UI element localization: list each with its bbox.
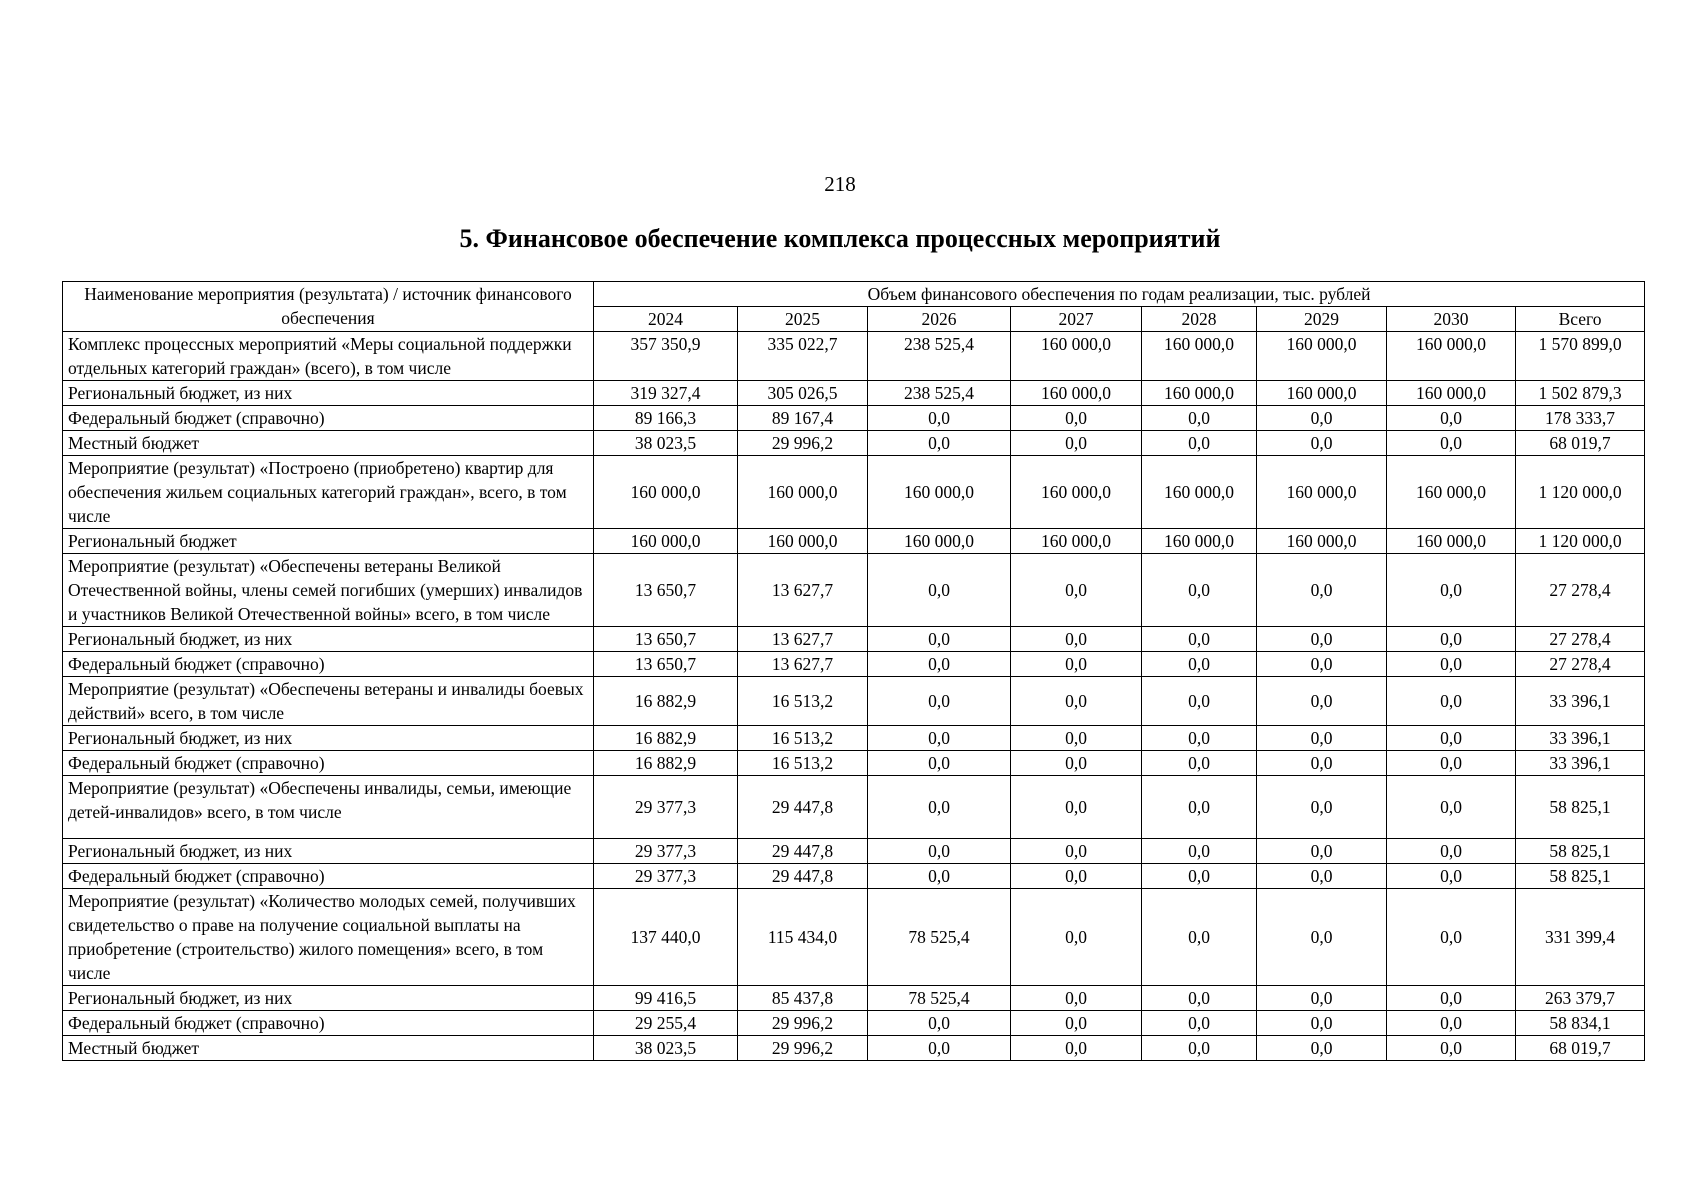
value-cell: 0,0 [1142,776,1257,839]
table-row [63,529,1645,554]
table-row [63,776,1645,839]
value-cell: 178 333,7 [1516,406,1645,431]
value-cell: 0,0 [868,864,1011,889]
value-cell: 13 627,7 [738,554,868,627]
value-cell: 160 000,0 [1387,332,1516,381]
value-cell: 0,0 [1011,627,1142,652]
value-cell: 27 278,4 [1516,652,1645,677]
table-row [63,1036,1645,1061]
value-cell: 0,0 [1142,406,1257,431]
value-cell: 0,0 [1142,1036,1257,1061]
value-cell: 160 000,0 [594,456,738,529]
table-row [63,839,1645,864]
value-cell: 137 440,0 [594,889,738,986]
value-cell: 305 026,5 [738,381,868,406]
value-cell: 0,0 [1387,1036,1516,1061]
value-cell: 29 996,2 [738,1036,868,1061]
value-cell: 13 627,7 [738,627,868,652]
value-cell: 115 434,0 [738,889,868,986]
value-cell: 29 447,8 [738,864,868,889]
value-cell: 0,0 [1011,864,1142,889]
document-title: 5. Финансовое обеспечение комплекса процессных мероприятий [459,224,1221,253]
value-cell: 0,0 [1011,652,1142,677]
table-row [63,332,1645,381]
row-name-cell: Региональный бюджет, из них [63,986,594,1011]
value-cell: 78 525,4 [868,889,1011,986]
value-cell: 0,0 [1011,677,1142,726]
value-cell: 160 000,0 [1257,529,1387,554]
row-name-cell: Мероприятие (результат) «Количество молодых семей, получивших свидетельство о праве на получение социальной выплаты на приобретение (строительство) жилого помещения» всего, в том числе [63,889,594,986]
value-cell: 0,0 [1142,431,1257,456]
value-cell: 0,0 [1011,1011,1142,1036]
table-row [63,554,1645,627]
header-year-cell: 2025 [738,307,868,332]
value-cell: 68 019,7 [1516,431,1645,456]
value-cell: 0,0 [1257,986,1387,1011]
value-cell: 33 396,1 [1516,677,1645,726]
value-cell: 0,0 [1011,554,1142,627]
value-cell: 0,0 [1387,751,1516,776]
value-cell: 0,0 [1387,1011,1516,1036]
value-cell: 58 825,1 [1516,864,1645,889]
value-cell: 16 513,2 [738,677,868,726]
value-cell: 38 023,5 [594,431,738,456]
value-cell: 335 022,7 [738,332,868,381]
value-cell: 0,0 [1142,751,1257,776]
value-cell: 160 000,0 [1011,332,1142,381]
value-cell: 160 000,0 [1387,381,1516,406]
value-cell: 13 650,7 [594,627,738,652]
table-row [63,406,1645,431]
value-cell: 0,0 [868,839,1011,864]
value-cell: 0,0 [1387,406,1516,431]
row-name-cell: Федеральный бюджет (справочно) [63,1011,594,1036]
value-cell: 27 278,4 [1516,554,1645,627]
value-cell: 0,0 [868,554,1011,627]
value-cell: 99 416,5 [594,986,738,1011]
value-cell: 0,0 [1011,751,1142,776]
value-cell: 13 627,7 [738,652,868,677]
value-cell: 29 996,2 [738,431,868,456]
value-cell: 89 167,4 [738,406,868,431]
value-cell: 78 525,4 [868,986,1011,1011]
value-cell: 0,0 [1387,431,1516,456]
value-cell: 58 825,1 [1516,776,1645,839]
value-cell: 0,0 [1142,986,1257,1011]
value-cell: 1 570 899,0 [1516,332,1645,381]
value-cell: 16 882,9 [594,726,738,751]
table-header [63,282,1645,332]
value-cell: 0,0 [1011,1036,1142,1061]
row-name-cell: Региональный бюджет, из них [63,726,594,751]
value-cell: 0,0 [1257,406,1387,431]
value-cell: 58 834,1 [1516,1011,1645,1036]
value-cell: 0,0 [868,431,1011,456]
value-cell: 0,0 [1257,431,1387,456]
value-cell: 160 000,0 [868,529,1011,554]
value-cell: 160 000,0 [1142,332,1257,381]
value-cell: 0,0 [1011,726,1142,751]
value-cell: 331 399,4 [1516,889,1645,986]
value-cell: 29 377,3 [594,864,738,889]
table-row [63,627,1645,652]
value-cell: 160 000,0 [738,529,868,554]
value-cell: 160 000,0 [1387,529,1516,554]
value-cell: 0,0 [1257,1011,1387,1036]
value-cell: 0,0 [1257,839,1387,864]
value-cell: 0,0 [1387,986,1516,1011]
value-cell: 16 513,2 [738,751,868,776]
value-cell: 0,0 [1387,776,1516,839]
value-cell: 0,0 [1257,751,1387,776]
value-cell: 0,0 [1257,677,1387,726]
value-cell: 0,0 [1387,627,1516,652]
table-row [63,864,1645,889]
row-name-cell: Региональный бюджет, из них [63,381,594,406]
header-year-cell: 2024 [594,307,738,332]
value-cell: 0,0 [1257,554,1387,627]
row-name-cell: Мероприятие (результат) «Построено (приобретено) квартир для обеспечения жильем социальных категорий граждан», всего, в том числе [63,456,594,529]
value-cell: 0,0 [1142,864,1257,889]
value-cell: 29 377,3 [594,839,738,864]
value-cell: 238 525,4 [868,332,1011,381]
value-cell: 16 882,9 [594,677,738,726]
header-year-cell: 2029 [1257,307,1387,332]
row-name-cell: Местный бюджет [63,1036,594,1061]
value-cell: 160 000,0 [1011,529,1142,554]
row-name-cell: Федеральный бюджет (справочно) [63,652,594,677]
value-cell: 0,0 [1142,627,1257,652]
value-cell: 16 882,9 [594,751,738,776]
table-row [63,652,1645,677]
table-row [63,431,1645,456]
value-cell: 0,0 [1142,839,1257,864]
page-number: 218 [824,172,856,196]
value-cell: 0,0 [1387,889,1516,986]
value-cell: 89 166,3 [594,406,738,431]
value-cell: 13 650,7 [594,554,738,627]
table-row [63,751,1645,776]
value-cell: 0,0 [1142,554,1257,627]
value-cell: 0,0 [1142,1011,1257,1036]
value-cell: 160 000,0 [738,456,868,529]
value-cell: 0,0 [1387,554,1516,627]
table-row [63,986,1645,1011]
header-year-cell: Всего [1516,307,1645,332]
value-cell: 0,0 [868,677,1011,726]
value-cell: 0,0 [1142,652,1257,677]
value-cell: 68 019,7 [1516,1036,1645,1061]
value-cell: 29 996,2 [738,1011,868,1036]
value-cell: 0,0 [1387,677,1516,726]
value-cell: 38 023,5 [594,1036,738,1061]
value-cell: 0,0 [1011,776,1142,839]
value-cell: 85 437,8 [738,986,868,1011]
header-year-cell: 2027 [1011,307,1142,332]
value-cell: 0,0 [868,751,1011,776]
value-cell: 33 396,1 [1516,726,1645,751]
table-row [63,677,1645,726]
row-name-cell: Федеральный бюджет (справочно) [63,751,594,776]
row-name-cell: Региональный бюджет [63,529,594,554]
value-cell: 160 000,0 [1011,456,1142,529]
value-cell: 160 000,0 [594,529,738,554]
value-cell: 160 000,0 [1011,381,1142,406]
value-cell: 0,0 [868,652,1011,677]
value-cell: 0,0 [1387,839,1516,864]
value-cell: 0,0 [868,776,1011,839]
table-body [63,332,1645,1061]
row-name-cell: Местный бюджет [63,431,594,456]
value-cell: 160 000,0 [1387,456,1516,529]
header-year-cell: 2028 [1142,307,1257,332]
value-cell: 0,0 [1142,726,1257,751]
row-name-cell: Федеральный бюджет (справочно) [63,406,594,431]
value-cell: 160 000,0 [1142,381,1257,406]
value-cell: 13 650,7 [594,652,738,677]
header-year-cell: 2030 [1387,307,1516,332]
value-cell: 29 255,4 [594,1011,738,1036]
value-cell: 0,0 [1387,864,1516,889]
value-cell: 0,0 [868,627,1011,652]
value-cell: 357 350,9 [594,332,738,381]
value-cell: 160 000,0 [1142,529,1257,554]
header-year-cell: 2026 [868,307,1011,332]
table-row [63,889,1645,986]
value-cell: 16 513,2 [738,726,868,751]
value-cell: 0,0 [1257,864,1387,889]
value-cell: 0,0 [1257,776,1387,839]
value-cell: 160 000,0 [1257,381,1387,406]
row-name-cell: Федеральный бюджет (справочно) [63,864,594,889]
row-name-cell: Региональный бюджет, из них [63,839,594,864]
row-name-cell: Комплекс процессных мероприятий «Меры социальной поддержки отдельных категорий граждан» (всего), в том числе [63,332,594,381]
value-cell: 0,0 [1142,889,1257,986]
value-cell: 238 525,4 [868,381,1011,406]
value-cell: 0,0 [868,1036,1011,1061]
value-cell: 0,0 [1387,726,1516,751]
header-name-column: Наименование мероприятия (результата) / источник финансового обеспечения [63,282,594,332]
value-cell: 0,0 [1257,1036,1387,1061]
value-cell: 160 000,0 [1257,332,1387,381]
value-cell: 27 278,4 [1516,627,1645,652]
value-cell: 0,0 [1257,726,1387,751]
value-cell: 33 396,1 [1516,751,1645,776]
value-cell: 263 379,7 [1516,986,1645,1011]
row-name-cell: Региональный бюджет, из них [63,627,594,652]
value-cell: 0,0 [1142,677,1257,726]
financing-table [62,281,1645,1061]
value-cell: 29 447,8 [738,839,868,864]
value-cell: 0,0 [1011,839,1142,864]
value-cell: 0,0 [1387,652,1516,677]
value-cell: 58 825,1 [1516,839,1645,864]
value-cell: 160 000,0 [868,456,1011,529]
value-cell: 160 000,0 [1142,456,1257,529]
row-name-cell: Мероприятие (результат) «Обеспечены инвалиды, семьи, имеющие детей-инвалидов» всего, в том числе [63,776,594,839]
header-group-financing: Объем финансового обеспечения по годам реализации, тыс. рублей [594,282,1645,307]
value-cell: 29 447,8 [738,776,868,839]
value-cell: 160 000,0 [1257,456,1387,529]
table-row [63,456,1645,529]
value-cell: 0,0 [868,726,1011,751]
table-row [63,1011,1645,1036]
value-cell: 0,0 [868,406,1011,431]
value-cell: 0,0 [1257,889,1387,986]
table-row [63,381,1645,406]
value-cell: 1 502 879,3 [1516,381,1645,406]
value-cell: 0,0 [1257,652,1387,677]
value-cell: 0,0 [1011,986,1142,1011]
value-cell: 0,0 [868,1011,1011,1036]
value-cell: 1 120 000,0 [1516,529,1645,554]
value-cell: 0,0 [1257,627,1387,652]
value-cell: 0,0 [1011,889,1142,986]
value-cell: 29 377,3 [594,776,738,839]
value-cell: 1 120 000,0 [1516,456,1645,529]
value-cell: 0,0 [1011,431,1142,456]
value-cell: 0,0 [1011,406,1142,431]
row-name-cell: Мероприятие (результат) «Обеспечены ветераны и инвалиды боевых действий» всего, в том числе [63,677,594,726]
table-row [63,726,1645,751]
row-name-cell: Мероприятие (результат) «Обеспечены ветераны Великой Отечественной войны, члены семей погибших (умерших) инвалидов и участников Великой Отечественной войны» всего, в том числе [63,554,594,627]
value-cell: 319 327,4 [594,381,738,406]
